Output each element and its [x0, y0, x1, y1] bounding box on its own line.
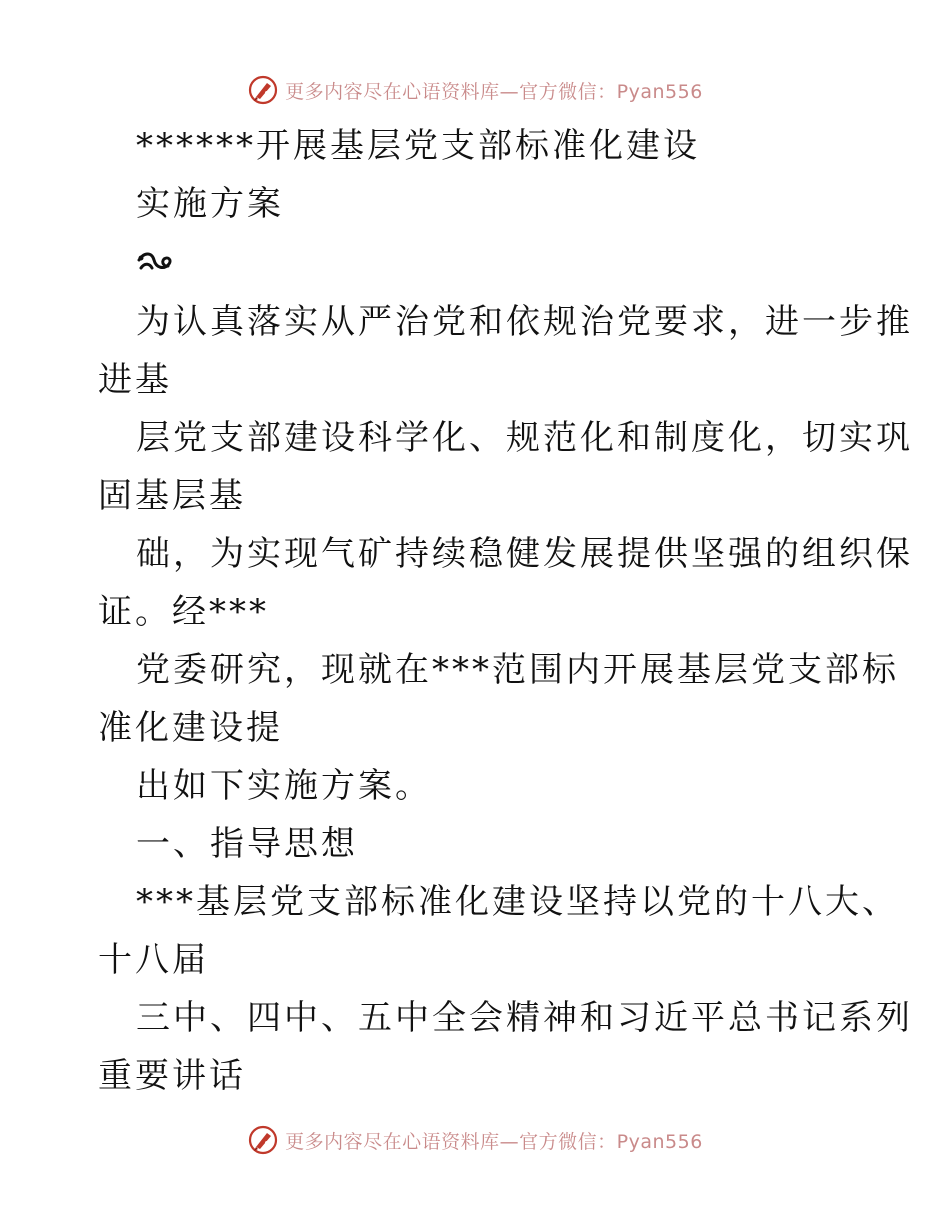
document-title-line-1: ******开展基层党支部标准化建设 — [136, 126, 700, 166]
paragraph-line: 证。经*** — [98, 592, 269, 632]
paragraph-line: 出如下实施方案。 — [136, 766, 432, 806]
footer-watermark — [0, 1120, 950, 1160]
paragraph-line: 重要讲话 — [98, 1056, 246, 1096]
paragraph-line: 进基 — [98, 360, 172, 400]
pen-logo-icon — [247, 1124, 279, 1156]
paragraph-line: 层党支部建设科学化、规范化和制度化，切实巩 — [136, 418, 913, 458]
document-title-line-2: 实施方案 — [136, 184, 284, 224]
paragraph-line: 固基层基 — [98, 476, 246, 516]
paragraph-line: 准化建设提 — [98, 708, 283, 748]
paragraph-line: ***基层党支部标准化建设坚持以党的十八大、 — [136, 882, 899, 922]
paragraph-line: 十八届 — [98, 940, 209, 980]
watermark-text: 更多内容尽在心语资料库—官方微信：Pyan556 — [285, 80, 703, 103]
watermark-text: 更多内容尽在心语资料库—官方微信：Pyan556 — [285, 1130, 703, 1153]
section-heading: 一、指导思想 — [136, 824, 358, 864]
ornament-swash-icon — [136, 248, 174, 278]
paragraph-line: 三中、四中、五中全会精神和习近平总书记系列 — [136, 998, 913, 1038]
paragraph-line: 党委研究，现就在***范围内开展基层党支部标 — [136, 650, 899, 690]
paragraph-line: 为认真落实从严治党和依规治党要求，进一步推 — [136, 302, 913, 342]
paragraph-line: 础，为实现气矿持续稳健发展提供坚强的组织保 — [136, 534, 913, 574]
